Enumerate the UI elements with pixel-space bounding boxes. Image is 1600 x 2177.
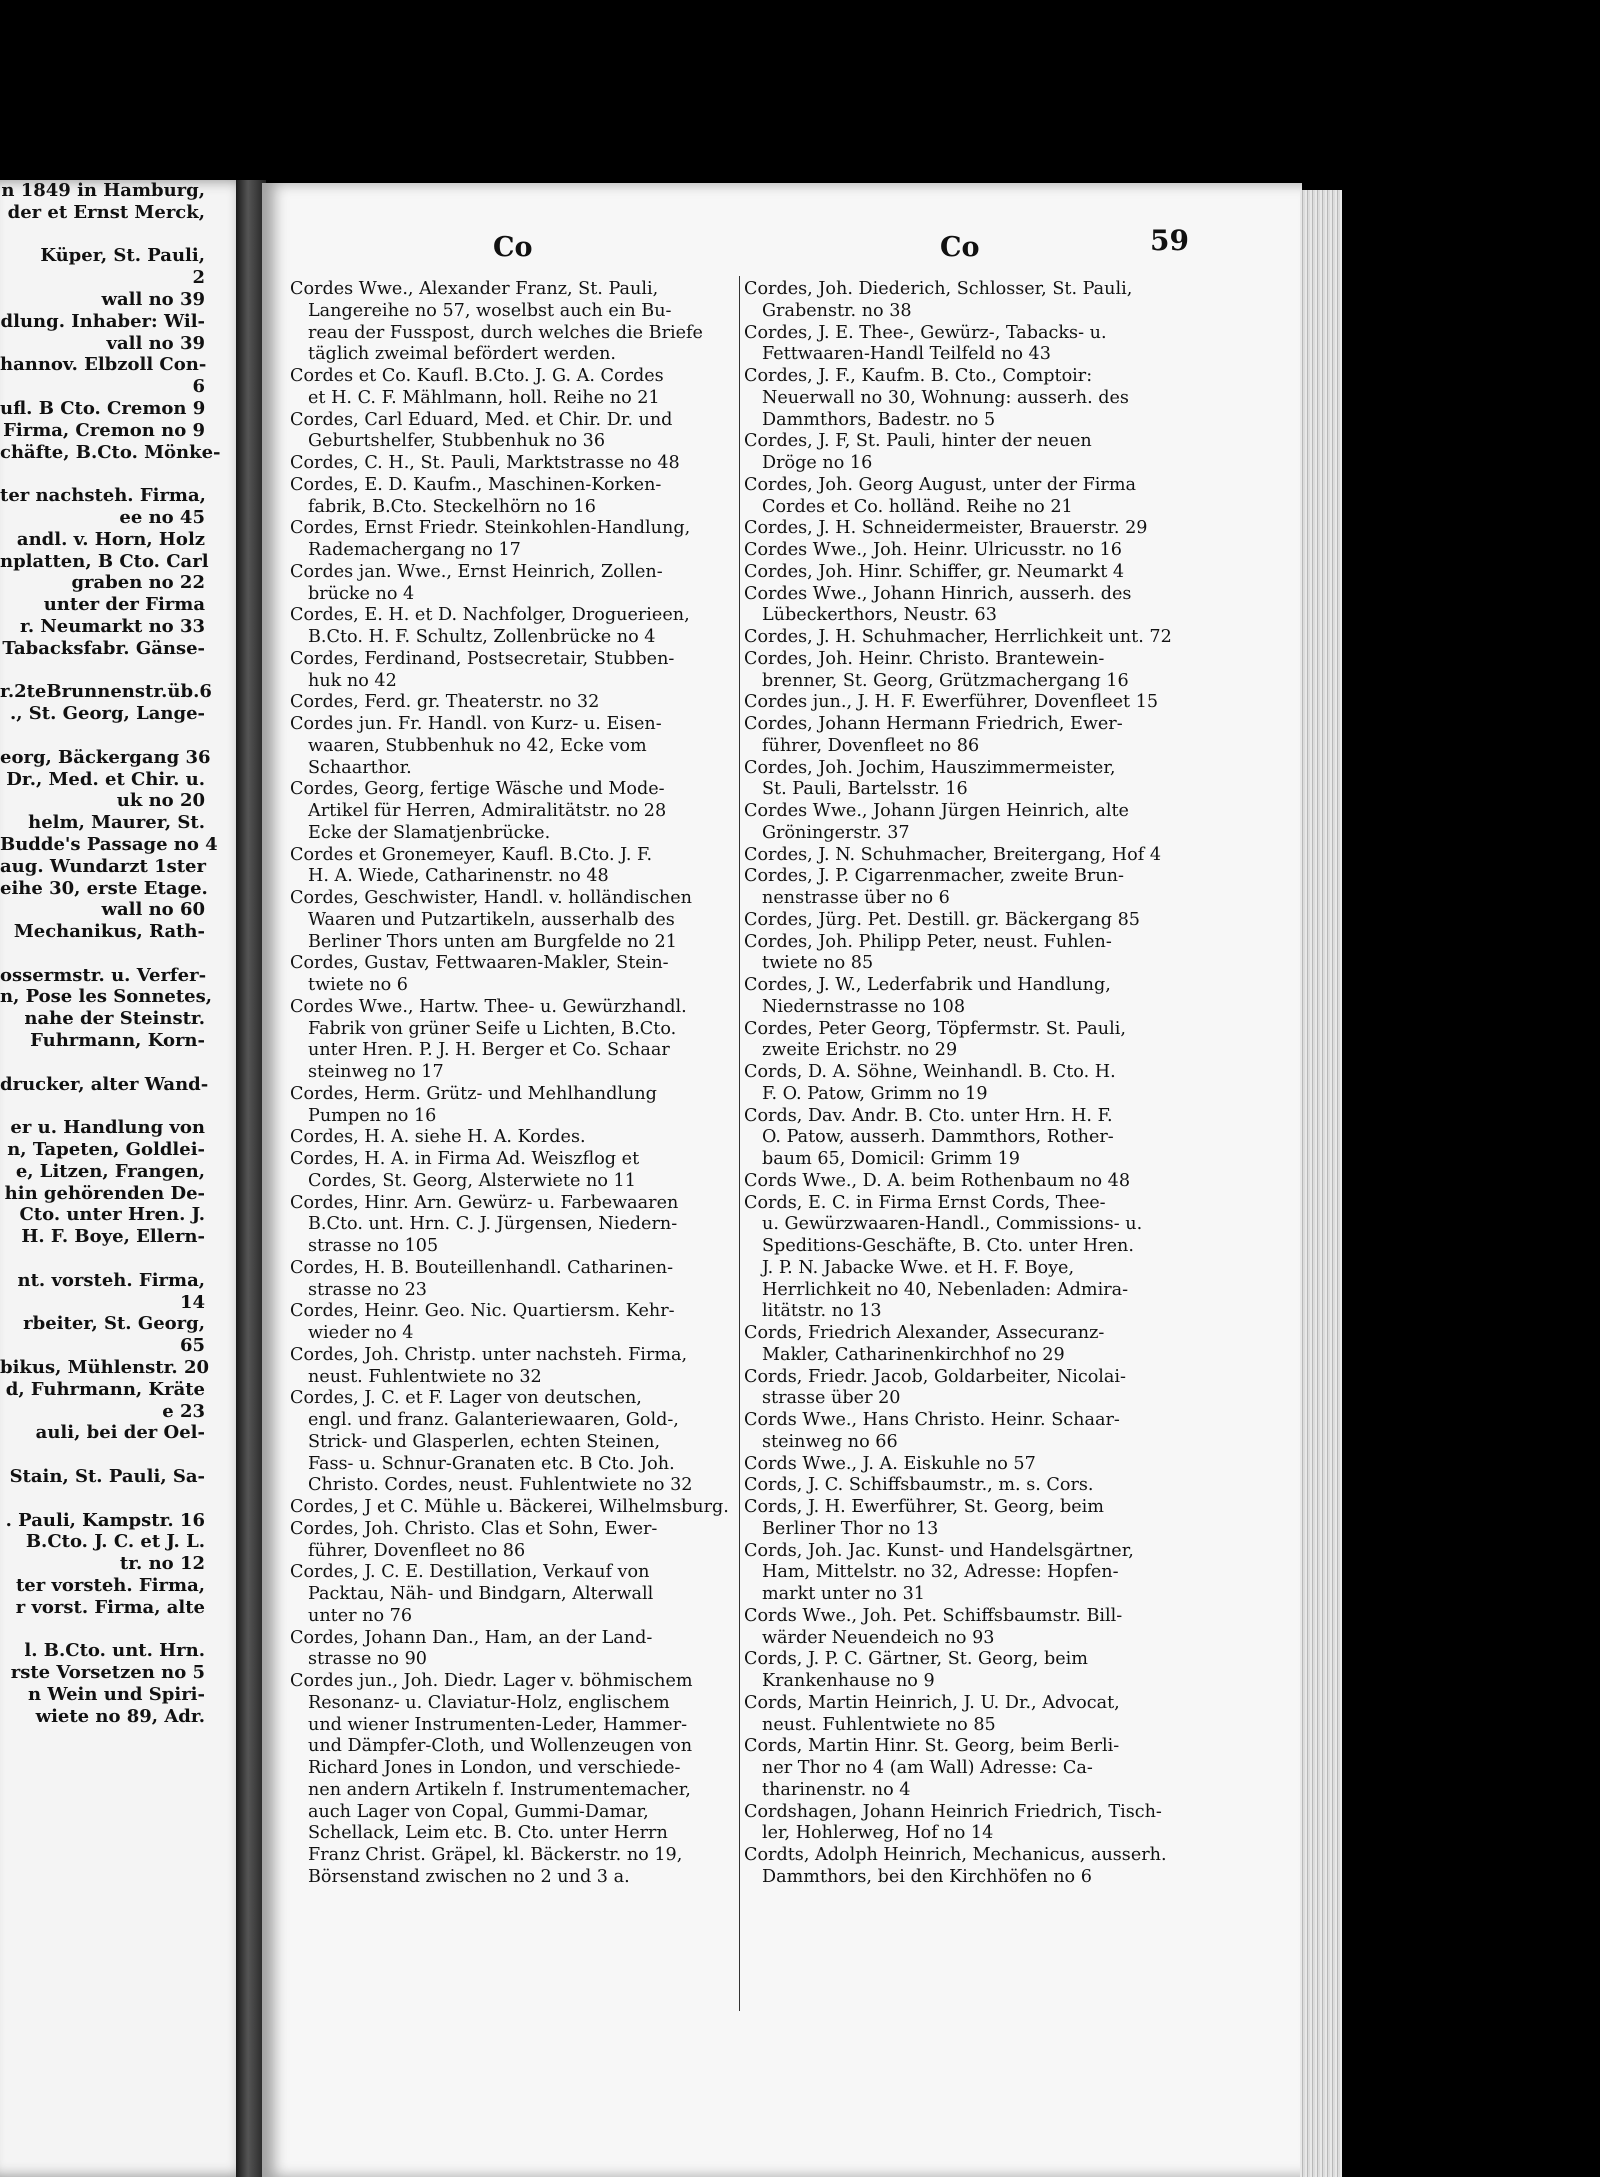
- entry-line: Ecke der Slamatjenbrücke.: [308, 822, 551, 843]
- previous-page-line: hin gehörenden De-: [4, 1182, 205, 1204]
- previous-page-line: 65: [179, 1335, 205, 1357]
- entry-line: Fass- u. Schnur-Granaten etc. B Cto. Joh.: [308, 1453, 675, 1474]
- previous-page-line: [0, 660, 205, 682]
- page-number: 59: [1150, 224, 1189, 257]
- previous-page-line: graben no 22: [71, 572, 205, 594]
- previous-page-line: 2: [192, 267, 205, 289]
- entry-line: Cordes Wwe., Joh. Heinr. Ulricusstr. no 16: [744, 540, 1122, 560]
- column-divider: [739, 276, 740, 2011]
- entry-line: Speditions-Geschäfte, B. Cto. unter Hren.: [762, 1236, 1134, 1256]
- directory-entry: [744, 540, 1204, 562]
- entry-line: Fettwaaren-Handl Teilfeld no 43: [762, 344, 1051, 365]
- previous-page-line: B.Cto. J. C. et J. L.: [25, 1531, 205, 1553]
- previous-page-line: aug. Wundarzt 1ster: [0, 855, 206, 877]
- entry-line: Cordes, H. A. in Firma Ad. Weiszflog et: [290, 1149, 640, 1169]
- previous-page-line: n 1849 in Hamburg,: [1, 180, 205, 201]
- previous-page-line: r.2teBrunnenstr.üb.6: [0, 681, 212, 703]
- directory-entry: [744, 279, 1204, 323]
- entry-line: Berliner Thor no 13: [762, 1518, 939, 1539]
- directory-entry: [290, 453, 734, 475]
- previous-page-line: ter nachsteh. Firma,: [0, 485, 206, 507]
- entry-line: Langereihe no 57, woselbst auch ein Bu-: [308, 300, 672, 321]
- entry-line: Cordes, J. F, St. Pauli, hinter der neuen: [744, 431, 1092, 452]
- previous-page-line: 14: [179, 1291, 205, 1313]
- previous-page: [0, 180, 252, 2177]
- directory-entry: [290, 562, 734, 606]
- entry-line: Cordes, J et C. Mühle u. Bäckerei, Wilhelmsburg.: [290, 1497, 729, 1517]
- previous-page-line: tr. no 12: [119, 1553, 205, 1575]
- directory-entry: [744, 649, 1204, 693]
- entry-line: Cordes, Georg, fertige Wäsche und Mode-: [290, 779, 665, 800]
- entry-line: Packtau, Näh- und Bindgarn, Alterwall: [308, 1584, 654, 1604]
- entry-line: Cordes et Co. holländ. Reihe no 21: [762, 496, 1073, 517]
- entry-line: steinweg no 66: [762, 1431, 898, 1452]
- previous-page-line: ossermstr. u. Verfer-: [0, 964, 207, 986]
- entry-line: Cordes, J. P. Cigarrenmacher, zweite Brun-: [744, 866, 1124, 887]
- directory-entry: [744, 1802, 1204, 1846]
- directory-entry: [290, 649, 734, 693]
- entry-line: strasse no 23: [308, 1279, 427, 1300]
- entry-line: ler, Hohlerweg, Hof no 14: [762, 1823, 994, 1844]
- directory-entry: [290, 605, 734, 649]
- previous-page-line: 6: [192, 376, 205, 398]
- entry-line: Cordes, Peter Georg, Töpfermstr. St. Pauli,: [744, 1018, 1126, 1039]
- previous-page-line: Dr., Med. et Chir. u.: [6, 768, 205, 790]
- previous-page-line: H. F. Boye, Ellern-: [21, 1226, 205, 1248]
- entry-line: ner Thor no 4 (am Wall) Adresse: Ca-: [762, 1758, 1093, 1778]
- directory-entry: [290, 366, 734, 410]
- previous-page-line: hannov. Elbzoll Con-: [0, 354, 207, 376]
- entry-line: führer, Dovenfleet no 86: [762, 735, 980, 756]
- entry-line: Franz Christ. Gräpel, kl. Bäckerstr. no 19,: [308, 1845, 683, 1865]
- previous-page-line: d, Fuhrmann, Kräte: [5, 1378, 205, 1400]
- previous-page-line: l. B.Cto. unt. Hrn.: [24, 1640, 205, 1662]
- directory-entry: [290, 410, 734, 454]
- entry-line: St. Pauli, Bartelsstr. 16: [762, 779, 968, 800]
- entry-line: Cordes, Heinr. Geo. Nic. Quartiersm. Kehr-: [290, 1301, 675, 1322]
- directory-entry: [290, 1671, 734, 1889]
- entry-line: huk no 42: [308, 670, 397, 691]
- previous-page-line: [0, 224, 205, 246]
- entry-line: Fabrik von grüner Seife u Lichten, B.Cto.: [308, 1018, 677, 1039]
- previous-page-line: [0, 1488, 205, 1510]
- left-column: [290, 279, 734, 1889]
- entry-line: Cords, Friedr. Jacob, Goldarbeiter, Nicolai-: [744, 1366, 1126, 1387]
- entry-line: Cordes, J. W., Lederfabrik und Handlung,: [744, 975, 1111, 995]
- entry-line: Herrlichkeit no 40, Nebenladen: Admira-: [762, 1279, 1129, 1300]
- entry-line: Cordes, Joh. Christp. unter nachsteh. Firma,: [290, 1344, 688, 1365]
- entry-line: B.Cto. H. F. Schultz, Zollenbrücke no 4: [308, 627, 656, 647]
- entry-line: Dammthors, Badestr. no 5: [762, 409, 996, 430]
- entry-line: tharinenstr. no 4: [762, 1779, 911, 1800]
- previous-page-line: Stain, St. Pauli, Sa-: [9, 1466, 205, 1488]
- entry-line: Cordes, Carl Eduard, Med. et Chir. Dr. und: [290, 409, 673, 430]
- previous-page-line: ter vorsteh. Firma,: [15, 1575, 205, 1596]
- previous-page-line: eorg, Bäckergang 36: [0, 746, 211, 768]
- directory-entry: [744, 518, 1204, 540]
- entry-line: Cordes, Joh. Georg August, unter der Firma: [744, 474, 1136, 495]
- previous-page-line: der et Ernst Merck,: [7, 201, 205, 223]
- previous-page-line: n, Tapeten, Goldlei-: [7, 1139, 205, 1161]
- previous-page-line: e, Litzen, Frangen,: [15, 1160, 205, 1182]
- previous-page-text: [0, 180, 221, 1728]
- entry-line: Cordes jun., Joh. Diedr. Lager v. böhmischem: [290, 1671, 693, 1691]
- entry-line: Artikel für Herren, Admiralitätstr. no 28: [308, 801, 667, 821]
- previous-page-line: [0, 725, 205, 747]
- entry-line: Cordes, E. H. et D. Nachfolger, Droguerieen,: [290, 605, 690, 626]
- entry-line: Börsenstand zwischen no 2 und 3 a.: [308, 1866, 630, 1887]
- previous-page-line: er u. Handlung von: [10, 1117, 205, 1139]
- entry-line: Cordes, Joh. Christo. Clas et Sohn, Ewer-: [290, 1518, 658, 1539]
- entry-line: Cordes, Joh. Hinr. Schiffer, gr. Neumarkt 4: [744, 561, 1125, 582]
- directory-entry: [290, 1562, 734, 1627]
- entry-line: Geburtshelfer, Stubbenhuk no 36: [308, 431, 606, 452]
- directory-entry: [290, 1301, 734, 1345]
- entry-line: unter no 76: [308, 1605, 413, 1626]
- directory-entry: [290, 888, 734, 953]
- entry-line: Cords, J. H. Ewerführer, St. Georg, beim: [744, 1497, 1104, 1517]
- entry-line: Cords, Friedrich Alexander, Assecuranz-: [744, 1323, 1105, 1343]
- entry-line: et H. C. F. Mählmann, holl. Reihe no 21: [308, 387, 660, 408]
- directory-entry: [744, 1062, 1204, 1106]
- entry-line: Cordes jun., J. H. F. Ewerführer, Dovenfleet 15: [744, 692, 1159, 713]
- entry-line: Cordts, Adolph Heinrich, Mechanicus, ausserh.: [744, 1845, 1167, 1865]
- entry-line: Cordes, Joh. Philipp Peter, neust. Fuhlen-: [744, 931, 1112, 952]
- directory-entry: [744, 758, 1204, 802]
- entry-line: brücke no 4: [308, 583, 415, 604]
- directory-entry: [744, 1693, 1204, 1737]
- entry-line: Neuerwall no 30, Wohnung: ausserh. des: [762, 387, 1129, 408]
- entry-line: Cordes, J. N. Schuhmacher, Breitergang, Hof 4: [744, 844, 1162, 865]
- entry-line: Cords, Dav. Andr. B. Cto. unter Hrn. H. F.: [744, 1105, 1113, 1126]
- directory-entry: [290, 518, 734, 562]
- entry-line: Resonanz- u. Claviatur-Holz, englischem: [308, 1692, 670, 1713]
- directory-entry: [744, 1606, 1204, 1650]
- previous-page-line: auli, bei der Oel-: [35, 1422, 205, 1444]
- entry-line: führer, Dovenfleet no 86: [308, 1540, 526, 1561]
- entry-line: täglich zweimal befördert werden.: [308, 344, 617, 365]
- entry-line: Cords, D. A. Söhne, Weinhandl. B. Cto. H.: [744, 1062, 1116, 1082]
- entry-line: Cordes, E. D. Kaufm., Maschinen-Korken-: [290, 474, 662, 495]
- entry-line: nenstrasse über no 6: [762, 888, 950, 908]
- entry-line: Cordes Wwe., Alexander Franz, St. Pauli,: [290, 279, 659, 299]
- previous-page-line: andl. v. Horn, Holz: [16, 528, 205, 550]
- entry-line: Cordes, Jürg. Pet. Destill. gr. Bäckergang 85: [744, 909, 1140, 930]
- entry-line: Cords, Joh. Jac. Kunst- und Handelsgärtner,: [744, 1540, 1134, 1561]
- previous-page-line: dlung. Inhaber: Wil-: [0, 310, 205, 332]
- entry-line: Cords, Martin Hinr. St. Georg, beim Berli-: [744, 1736, 1120, 1757]
- previous-page-line: rbeiter, St. Georg,: [23, 1313, 205, 1335]
- entry-line: twiete no 85: [762, 953, 874, 974]
- previous-page-line: Firma, Cremon no 9: [3, 419, 205, 441]
- right-column-header: Co: [940, 232, 980, 263]
- directory-entry: [744, 932, 1204, 976]
- entry-line: Cords Wwe., Joh. Pet. Schiffsbaumstr. Bill-: [744, 1605, 1123, 1626]
- directory-entry: [744, 692, 1204, 714]
- entry-line: Cordes, Joh. Heinr. Christo. Brantewein-: [744, 648, 1105, 669]
- directory-entry: [290, 692, 734, 714]
- entry-line: Cordes jun. Fr. Handl. von Kurz- u. Eisen-: [290, 714, 662, 734]
- directory-entry: [744, 910, 1204, 932]
- entry-line: Cordes, H. A. siehe H. A. Kordes.: [290, 1127, 586, 1148]
- entry-line: Gröningerstr. 37: [762, 822, 910, 843]
- entry-line: Krankenhause no 9: [762, 1671, 935, 1691]
- entry-line: Cordes, J. C. E. Destillation, Verkauf von: [290, 1562, 650, 1583]
- previous-page-line: Fuhrmann, Korn-: [30, 1030, 205, 1052]
- directory-entry: [290, 1388, 734, 1497]
- previous-page-line: r vorst. Firma, alte: [15, 1596, 205, 1618]
- entry-line: Cordes, Geschwister, Handl. v. holländischen: [290, 888, 693, 908]
- directory-entry: [744, 584, 1204, 628]
- entry-line: strasse no 90: [308, 1649, 427, 1670]
- directory-entry: [744, 1323, 1204, 1367]
- entry-line: O. Patow, ausserh. Dammthors, Rother-: [762, 1127, 1114, 1148]
- entry-line: Cordes, J. H. Schneidermeister, Brauerstr. 29: [744, 518, 1148, 539]
- previous-page-line: Cto. unter Hren. J.: [19, 1204, 205, 1226]
- entry-line: twiete no 6: [308, 975, 408, 995]
- entry-line: wärder Neuendeich no 93: [762, 1627, 995, 1648]
- directory-entry: [744, 714, 1204, 758]
- entry-line: Cordes, Ferd. gr. Theaterstr. no 32: [290, 692, 600, 713]
- directory-entry: [290, 279, 734, 366]
- directory-entry: [290, 1497, 734, 1519]
- previous-page-line: r. Neumarkt no 33: [19, 615, 205, 637]
- directory-entry: [744, 1475, 1204, 1497]
- directory-entry: [744, 475, 1204, 519]
- entry-line: B.Cto. unt. Hrn. C. J. Jürgensen, Niedern-: [308, 1214, 678, 1235]
- previous-page-line: [0, 1095, 205, 1117]
- previous-page-line: rste Vorsetzen no 5: [10, 1662, 205, 1684]
- previous-page-line: wall no 60: [101, 899, 205, 921]
- entry-line: Waaren und Putzartikeln, ausserhalb des: [308, 909, 675, 930]
- entry-line: Cords Wwe., Hans Christo. Heinr. Schaar-: [744, 1410, 1120, 1430]
- directory-entry: [744, 801, 1204, 845]
- entry-line: Lübeckerthors, Neustr. 63: [762, 605, 997, 626]
- entry-line: Cordes, J. H. Schuhmacher, Herrlichkeit unt. 72: [744, 627, 1172, 647]
- entry-line: Rademachergang no 17: [308, 540, 521, 560]
- directory-entry: [290, 779, 734, 844]
- entry-line: Makler, Catharinenkirchhof no 29: [762, 1344, 1065, 1365]
- entry-line: Cordes, St. Georg, Alsterwiete no 11: [308, 1170, 636, 1191]
- entry-line: Niedernstrasse no 108: [762, 996, 966, 1017]
- right-column: [744, 279, 1204, 1889]
- entry-line: litätstr. no 13: [762, 1301, 882, 1322]
- directory-entry: [290, 1084, 734, 1128]
- directory-entry: [290, 1345, 734, 1389]
- entry-line: zweite Erichstr. no 29: [762, 1040, 958, 1061]
- previous-page-line: eihe 30, erste Etage.: [0, 877, 208, 899]
- previous-page-line: wall no 39: [101, 288, 205, 310]
- entry-line: Cords Wwe., D. A. beim Rothenbaum no 48: [744, 1170, 1131, 1191]
- previous-page-line: n Wein und Spiri-: [28, 1683, 205, 1705]
- entry-line: Berliner Thors unten am Burgfelde no 21: [308, 931, 677, 952]
- previous-page-line: [0, 1444, 205, 1466]
- entry-line: Cordes, J. E. Thee-, Gewürz-, Tabacks- u.: [744, 322, 1107, 343]
- entry-line: J. P. N. Jabacke Wwe. et H. F. Boye,: [762, 1257, 1075, 1278]
- entry-line: Cordes, Johann Dan., Ham, an der Land-: [290, 1627, 653, 1648]
- left-column-header: Co: [493, 232, 533, 263]
- previous-page-line: [0, 943, 205, 965]
- directory-entry: [290, 845, 734, 889]
- directory-entry: [744, 323, 1204, 367]
- directory-entry: [290, 1127, 734, 1149]
- entry-line: strasse no 105: [308, 1236, 439, 1256]
- directory-entry: [744, 1106, 1204, 1171]
- entry-line: Cordes, Johann Hermann Friedrich, Ewer-: [744, 714, 1123, 734]
- directory-entry: [290, 714, 734, 779]
- previous-page-line: unter der Firma: [43, 594, 205, 616]
- entry-line: Grabenstr. no 38: [762, 300, 912, 321]
- page-edges: [1300, 190, 1342, 2177]
- directory-entry: [744, 1367, 1204, 1411]
- entry-line: Cordes, J. C. et F. Lager von deutschen,: [290, 1388, 642, 1409]
- directory-entry: [290, 1519, 734, 1563]
- entry-line: waaren, Stubbenhuk no 42, Ecke vom: [308, 735, 647, 756]
- directory-entry: [744, 975, 1204, 1019]
- entry-line: Cords, E. C. in Firma Ernst Cords, Thee-: [744, 1192, 1106, 1213]
- entry-line: Cordes et Gronemeyer, Kaufl. B.Cto. J. F.: [290, 844, 653, 865]
- previous-page-line: nt. vorsteh. Firma,: [17, 1269, 205, 1291]
- entry-line: Dammthors, bei den Kirchhöfen no 6: [762, 1866, 1092, 1887]
- entry-line: fabrik, B.Cto. Steckelhörn no 16: [308, 496, 596, 517]
- directory-entry: [290, 1149, 734, 1193]
- entry-line: neust. Fuhlentwiete no 32: [308, 1366, 542, 1387]
- entry-line: Cordes jan. Wwe., Ernst Heinrich, Zollen-: [290, 561, 663, 582]
- entry-line: steinweg no 17: [308, 1062, 444, 1082]
- previous-page-line: drucker, alter Wand-: [0, 1073, 209, 1095]
- entry-line: Schellack, Leim etc. B. Cto. unter Herrn: [308, 1823, 668, 1844]
- entry-line: Cordes Wwe., Hartw. Thee- u. Gewürzhandl.: [290, 996, 687, 1017]
- entry-line: Christo. Cordes, neust. Fuhlentwiete no 32: [308, 1475, 693, 1496]
- previous-page-line: bikus, Mühlenstr. 20: [0, 1357, 209, 1379]
- previous-page-line: ., St. Georg, Lange-: [10, 703, 205, 725]
- entry-line: Cordes, H. B. Bouteillenhandl. Catharinen-: [290, 1257, 674, 1278]
- previous-page-line: [0, 463, 205, 485]
- entry-line: baum 65, Domicil: Grimm 19: [762, 1149, 1021, 1169]
- directory-entry: [744, 866, 1204, 910]
- entry-line: Cordes, Ernst Friedr. Steinkohlen-Handlung,: [290, 518, 691, 539]
- previous-page-line: Budde's Passage no 4: [0, 833, 218, 855]
- entry-line: Ham, Mittelstr. no 32, Adresse: Hopfen-: [762, 1562, 1119, 1583]
- entry-line: nen andern Artikeln f. Instrumentemacher,: [308, 1779, 691, 1800]
- entry-line: strasse über 20: [762, 1388, 901, 1409]
- previous-page-line: ee no 45: [119, 506, 205, 528]
- entry-line: Cordes, Gustav, Fettwaaren-Makler, Stein-: [290, 953, 669, 974]
- entry-line: Cordes et Co. Kaufl. B.Cto. J. G. A. Cordes: [290, 366, 664, 386]
- previous-page-line: ufl. B Cto. Cremon 9: [0, 397, 206, 419]
- entry-line: auch Lager von Copal, Gummi-Damar,: [308, 1801, 649, 1822]
- directory-entry: [290, 1258, 734, 1302]
- previous-page-line: [0, 1052, 205, 1074]
- previous-page-line: [0, 1248, 205, 1270]
- entry-line: engl. und franz. Galanteriewaaren, Gold-,: [308, 1410, 679, 1430]
- entry-line: Dröge no 16: [762, 453, 873, 473]
- directory-entry: [744, 1497, 1204, 1541]
- directory-entry: [744, 1541, 1204, 1606]
- directory-entry: [744, 845, 1204, 867]
- directory-entry: [744, 1171, 1204, 1193]
- entry-line: Cordes, Ferdinand, Postsecretair, Stubben-: [290, 648, 675, 669]
- previous-page-line: nahe der Steinstr.: [24, 1008, 205, 1030]
- directory-entry: [290, 475, 734, 519]
- directory-entry: [744, 1193, 1204, 1324]
- entry-line: neust. Fuhlentwiete no 85: [762, 1714, 996, 1735]
- entry-line: und wiener Instrumenten-Leder, Hammer-: [308, 1714, 688, 1735]
- entry-line: u. Gewürzwaaren-Handl., Commissions- u.: [762, 1214, 1143, 1235]
- entry-line: Cords, J. P. C. Gärtner, St. Georg, beim: [744, 1649, 1088, 1670]
- directory-entry: [744, 1845, 1204, 1889]
- entry-line: unter Hren. P. J. H. Berger et Co. Schaar: [308, 1040, 670, 1061]
- entry-line: Cords, Martin Heinrich, J. U. Dr., Advocat,: [744, 1692, 1120, 1713]
- entry-line: Richard Jones in London, und verschiede-: [308, 1758, 681, 1778]
- entry-line: Cordes Wwe., Johann Hinrich, ausserh. des: [744, 583, 1132, 604]
- entry-line: markt unter no 31: [762, 1584, 925, 1604]
- directory-entry: [744, 431, 1204, 475]
- directory-entry: [744, 1410, 1204, 1454]
- entry-line: Cordes Wwe., Johann Jürgen Heinrich, alte: [744, 801, 1129, 821]
- entry-line: Cords Wwe., J. A. Eiskuhle no 57: [744, 1453, 1036, 1474]
- previous-page-line: wiete no 89, Adr.: [35, 1705, 205, 1727]
- directory-entry: [290, 997, 734, 1084]
- entry-line: Schaarthor.: [308, 757, 412, 778]
- previous-page-line: [0, 1619, 205, 1641]
- previous-page-line: Küper, St. Pauli,: [40, 245, 205, 267]
- previous-page-line: helm, Maurer, St.: [28, 812, 205, 834]
- entry-line: Strick- und Glasperlen, echten Steinen,: [308, 1431, 661, 1452]
- entry-line: reau der Fusspost, durch welches die Briefe: [308, 322, 703, 343]
- directory-entry: [744, 627, 1204, 649]
- directory-entry: [290, 1193, 734, 1258]
- entry-line: F. O. Patow, Grimm no 19: [762, 1083, 988, 1104]
- directory-entry: [290, 1628, 734, 1672]
- previous-page-line: n, Pose les Sonnetes,: [0, 986, 213, 1008]
- entry-line: Cordes, Joh. Diederich, Schlosser, St. Pauli,: [744, 279, 1133, 299]
- directory-entry: [290, 953, 734, 997]
- directory-entry: [744, 1454, 1204, 1476]
- directory-entry: [744, 366, 1204, 431]
- entry-line: Cordes, J. F., Kaufm. B. Cto., Comptoir:: [744, 366, 1093, 386]
- previous-page-line: nplatten, B Cto. Carl: [0, 550, 209, 572]
- entry-line: Cords, J. C. Schiffsbaumstr., m. s. Cors.: [744, 1475, 1094, 1496]
- entry-line: Cordshagen, Johann Heinrich Friedrich, Tisch-: [744, 1801, 1162, 1822]
- entry-line: Cordes, C. H., St. Pauli, Marktstrasse no 48: [290, 453, 680, 473]
- entry-line: Cordes, Hinr. Arn. Gewürz- u. Farbewaaren: [290, 1192, 679, 1213]
- previous-page-line: uk no 20: [116, 790, 205, 812]
- previous-page-line: Mechanikus, Rath-: [13, 921, 205, 943]
- directory-entry: [744, 562, 1204, 584]
- previous-page-line: Tabacksfabr. Gänse-: [2, 637, 205, 659]
- previous-page-line: vall no 39: [106, 332, 205, 354]
- previous-page-line: chäfte, B.Cto. Mönke-: [0, 441, 221, 463]
- entry-line: Cordes, Herm. Grütz- und Mehlhandlung: [290, 1083, 657, 1104]
- entry-line: brenner, St. Georg, Grützmachergang 16: [762, 670, 1129, 691]
- directory-entry: [744, 1649, 1204, 1693]
- directory-entry: [744, 1736, 1204, 1801]
- entry-line: Pumpen no 16: [308, 1105, 437, 1126]
- entry-line: Cordes, Joh. Jochim, Hauszimmermeister,: [744, 757, 1116, 778]
- entry-line: und Dämpfer-Cloth, und Wollenzeugen von: [308, 1736, 693, 1757]
- previous-page-line: . Pauli, Kampstr. 16: [5, 1509, 205, 1531]
- directory-entry: [744, 1019, 1204, 1063]
- entry-line: H. A. Wiede, Catharinenstr. no 48: [308, 866, 609, 887]
- previous-page-line: e 23: [162, 1400, 205, 1422]
- entry-line: wieder no 4: [308, 1323, 414, 1343]
